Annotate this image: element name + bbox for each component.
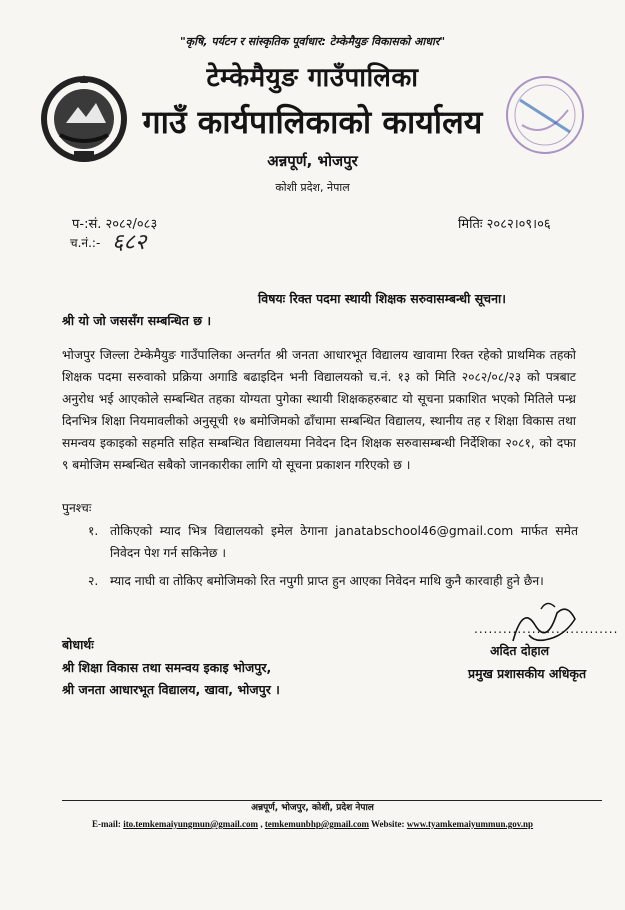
- reference-number: प-:सं. २०८२/०८३: [72, 217, 158, 232]
- list-item-number: २.: [88, 574, 99, 588]
- dispatch-number-handwritten: ६८२: [112, 230, 147, 255]
- email-link-1[interactable]: ito.temkemaiyungmun@gmail.com: [123, 819, 259, 829]
- signature-line: ..............................: [474, 622, 619, 636]
- website-link[interactable]: www.tyamkemaiyummun.gov.np: [406, 819, 534, 829]
- dispatch-number-label: च.नं.:-: [70, 236, 101, 250]
- list-item-text: तोकिएको म्याद भित्र विद्यालयको इमेल ठेगाना janatabschool46@gmail.com मार्फत समेत निवेदन पेश गर्न सकिनेछ ।: [110, 524, 578, 560]
- email-separator: ,: [260, 819, 263, 829]
- signatory-title: प्रमुख प्रशासकीय अधिकृत: [468, 666, 587, 681]
- list-item: [88, 570, 578, 592]
- letter-subject: विषयः रिक्त पदमा स्थायी शिक्षक सरुवासम्बन्धी सूचना।: [258, 291, 506, 306]
- motto: "कृषि, पर्यटन र सांस्कृतिक पूर्वाधार: टेम्केमैयुङ विकासको आधार": [179, 35, 446, 48]
- list-item-number: १.: [88, 524, 99, 538]
- cc-recipient-2: श्री जनता आधारभूत विद्यालय, खावा, भोजपुर ।: [62, 682, 280, 697]
- postscript-list: [88, 520, 578, 598]
- letter-body: भोजपुर जिल्ला टेम्केमैयुङ गाउँपालिका अन्तर्गत श्री जनता आधारभूत विद्यालय खावामा रिक्त रहेको प्राथमिक तहको शिक्षक पदमा सरुवाको प्रक्रिया अगाडि बढाइदिन भनी विद्यालयको च.नं. १३ को मिति २०८२/०८/२३ को पत्रबाट अनुरोध भई आएकोले सम्बन्धित तहका योग्यता पुगेका स्थायी शिक्षकहरुबाट यो सूचना प्रकाशित भएको मितिले पन्ध्र दिनभित्र शिक्षा नियमावलीको अनुसूची १७ बमोजिमको ढाँचामा सम्बन्धित विद्यालय, स्थानीय तह र शिक्षा विकास तथा समन्वय इकाइको सहमति सहित सम्बन्धित विद्यालयमा निवेदन दिन शिक्षक सरुवासम्बन्धी निर्देशिका २०८१, को दफा ९ बमोजिम सम्बन्धित सबैको जानकारीका लागि यो सूचना प्रकाशन गरिएको छ ।: [62, 348, 576, 472]
- office-stamp-icon: [500, 70, 590, 160]
- municipality-name: टेम्केमैयुङ गाउँपालिका: [206, 63, 419, 93]
- list-item: [88, 520, 578, 564]
- website-label: Website:: [371, 819, 405, 829]
- footer-contact: [0, 819, 625, 829]
- postscript-label: पुनश्चः: [62, 501, 92, 515]
- list-item-text: म्याद नाघी वा तोकिए बमोजिमको रित नपुगी प्राप्त हुन आएका निवेदन माथि कुनै कारवाही हुने छैन।: [110, 574, 544, 588]
- footer-address: अन्नपूर्ण, भोजपुर, कोशी, प्रदेश नेपाल: [251, 803, 374, 813]
- letter-date: मितिः २०८२।०९।०६: [458, 217, 551, 232]
- cc-recipient-1: श्री शिक्षा विकास तथा समन्वय इकाइ भोजपुर,: [62, 660, 272, 675]
- cc-label: बोधार्थः: [62, 637, 94, 652]
- letter-salutation: श्री यो जो जससँग सम्बन्धित छ ।: [62, 313, 212, 328]
- email-label: E-mail:: [91, 819, 121, 829]
- office-name: गाउँ कार्यपालिकाको कार्यालय: [142, 103, 483, 141]
- address-line-2: कोशी प्रदेश, नेपाल: [275, 181, 350, 194]
- address-line-1: अन्नपूर्ण, भोजपुर: [267, 152, 358, 170]
- email-link-2[interactable]: temkemunbhp@gmail.com: [264, 819, 369, 829]
- signatory-name: अदित दोहाल: [490, 643, 550, 658]
